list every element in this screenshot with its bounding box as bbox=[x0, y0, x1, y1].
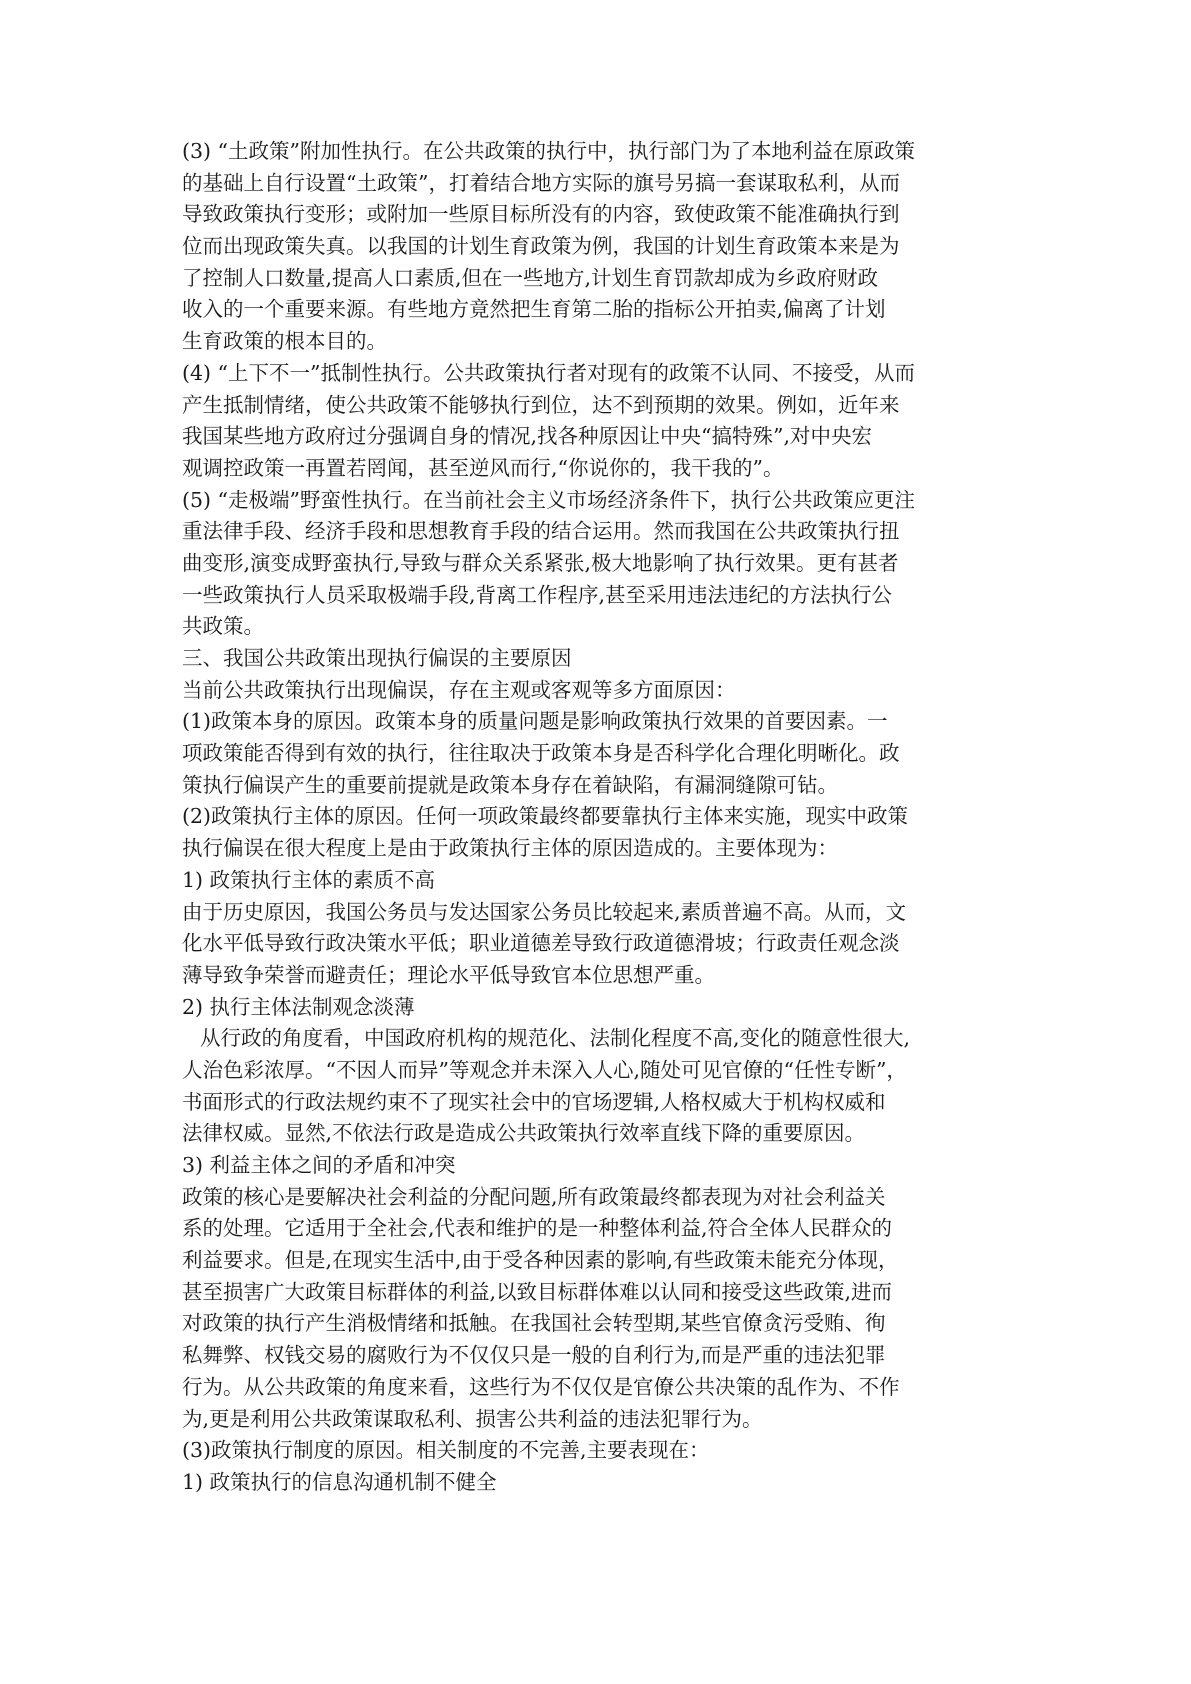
subheading: 1) 政策执行主体的素质不高 bbox=[182, 867, 436, 892]
text-line: 一些政策执行人员采取极端手段,背离工作程序,甚至采用违法违纪的方法执行公 bbox=[182, 582, 893, 607]
text-line: 人治色彩浓厚。“不因人而异”等观念并未深入人心,随处可见官僚的“任性专断”， bbox=[182, 1057, 907, 1082]
document-body bbox=[182, 136, 1012, 1499]
subheading: 3) 利益主体之间的矛盾和冲突 bbox=[182, 1153, 456, 1177]
text-line: 共政策。 bbox=[182, 614, 264, 639]
text-line: 由于历史原因，我国公务员与发达国家公务员比较起来,素质普遍不高。从而，文 bbox=[182, 899, 907, 924]
text-line: (2)政策执行主体的原因。任何一项政策最终都要靠执行主体来实施，现实中政策 bbox=[182, 804, 909, 829]
text-line: (1)政策本身的原因。政策本身的质量问题是影响政策执行效果的首要因素。一 bbox=[182, 709, 888, 734]
text-line: 的基础上自行设置“土政策”，打着结合地方实际的旗号另搞一套谋取私利，从而 bbox=[182, 170, 900, 195]
subheading: 2) 执行主体法制观念淡薄 bbox=[182, 994, 415, 1019]
text-line: 化水平低导致行政决策水平低；职业道德差导致行政道德滑坡；行政责任观念淡 bbox=[182, 931, 900, 956]
text-line: 收入的一个重要来源。有些地方竟然把生育第二胎的指标公开拍卖,偏离了计划 bbox=[182, 297, 886, 322]
text-line: 重法律手段、经济手段和思想教育手段的结合运用。然而我国在公共政策执行扭 bbox=[182, 519, 900, 544]
text-line: 产生抵制情绪，使公共政策不能够执行到位，达不到预期的效果。例如，近年来 bbox=[182, 392, 900, 417]
text-line: 我国某些地方政府过分强调自身的情况,找各种原因让中央“搞特殊”,对中央宏 bbox=[182, 424, 872, 449]
text-line: 为,更是利用公共政策谋取私利、损害公共利益的违法犯罪行为。 bbox=[182, 1406, 763, 1431]
subheading: 1) 政策执行的信息沟通机制不健全 bbox=[182, 1469, 497, 1494]
text-line: 从行政的角度看，中国政府机构的规范化、法制化程度不高,变化的随意性很大, bbox=[200, 1026, 911, 1051]
text-line: (5) “走极端”野蛮性执行。在当前社会主义市场经济条件下，执行公共政策应更注 bbox=[182, 487, 916, 512]
text-line: 执行偏误在很大程度上是由于政策执行主体的原因造成的。主要体现为： bbox=[182, 836, 838, 861]
text-line: 项政策能否得到有效的执行，往往取决于政策本身是否科学化合理化明晰化。政 bbox=[182, 741, 900, 766]
text-line: 策执行偏误产生的重要前提就是政策本身存在着缺陷，有漏洞缝隙可钻。 bbox=[182, 772, 838, 797]
text-line: 位而出现政策失真。以我国的计划生育政策为例，我国的计划生育政策本来是为 bbox=[182, 234, 900, 259]
text-line: 行为。从公共政策的角度来看，这些行为不仅仅是官僚公共决策的乱作为、不作 bbox=[182, 1374, 900, 1399]
text-line: 曲变形,演变成野蛮执行,导致与群众关系紧张,极大地影响了执行效果。更有甚者 bbox=[182, 550, 899, 575]
text-line: 观调控政策一再置若罔闻，甚至逆风而行,“你说你的，我干我的”。 bbox=[182, 455, 784, 480]
text-line: 书面形式的行政法规约束不了现实社会中的官场逻辑,人格权威大于机构权威和 bbox=[182, 1089, 886, 1114]
section-heading: 三、我国公共政策出现执行偏误的主要原因 bbox=[182, 646, 572, 670]
text-line: 了控制人口数量,提高人口素质,但在一些地方,计划生育罚款却成为乡政府财政 bbox=[182, 265, 879, 290]
text-line: 薄导致争荣誉而避责任；理论水平低导致官本位思想严重。 bbox=[182, 962, 715, 987]
text-line: 法律权威。显然,不依法行政是造成公共政策执行效率直线下降的重要原因。 bbox=[182, 1121, 866, 1146]
text-line: (3)政策执行制度的原因。相关制度的不完善,主要表现在： bbox=[182, 1438, 710, 1463]
text-line: (3) “土政策”附加性执行。在公共政策的执行中，执行部门为了本地利益在原政策 bbox=[182, 139, 916, 163]
text-line: 利益要求。但是,在现实生活中,由于受各种因素的影响,有些政策未能充分体现， bbox=[182, 1248, 899, 1273]
text-line: 对政策的执行产生消极情绪和抵触。在我国社会转型期,某些官僚贪污受贿、徇 bbox=[182, 1311, 886, 1336]
text-line: 私舞弊、权钱交易的腐败行为不仅仅只是一般的自利行为,而是严重的违法犯罪 bbox=[182, 1343, 886, 1368]
text-line: 当前公共政策执行出现偏误，存在主观或客观等多方面原因： bbox=[182, 677, 736, 702]
text-line: 政策的核心是要解决社会利益的分配问题,所有政策最终都表现为对社会利益关 bbox=[182, 1184, 886, 1209]
text-line: (4) “上下不一”抵制性执行。公共政策执行者对现有的政策不认同、不接受，从而 bbox=[182, 360, 916, 385]
text-line: 甚至损害广大政策目标群体的利益,以致目标群体难以认同和接受这些政策,进而 bbox=[182, 1279, 893, 1304]
text-line: 导致政策执行变形；或附加一些原目标所没有的内容，致使政策不能准确执行到 bbox=[182, 202, 900, 227]
text-line: 系的处理。它适用于全社会,代表和维护的是一种整体利益,符合全体人民群众的 bbox=[182, 1216, 893, 1241]
text-line: 生育政策的根本目的。 bbox=[182, 329, 387, 354]
